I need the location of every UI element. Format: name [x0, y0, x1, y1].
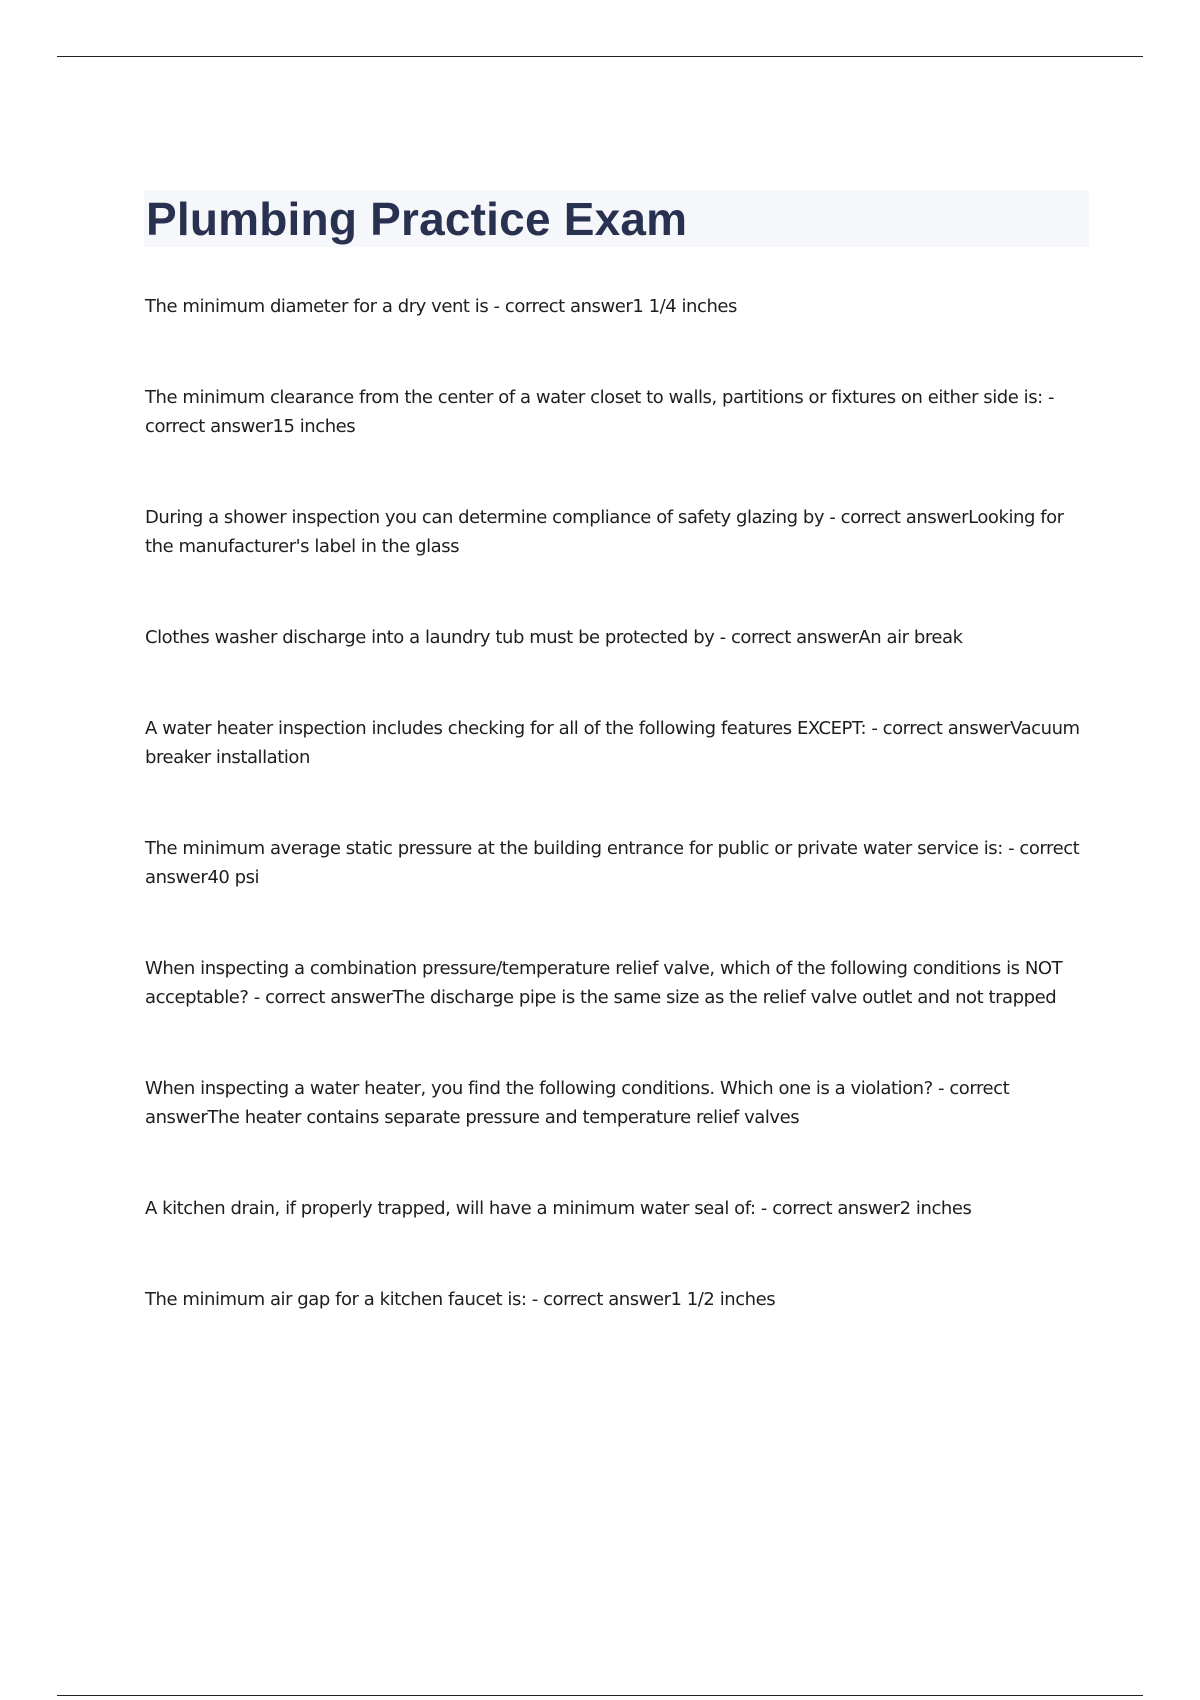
question-item: When inspecting a water heater, you find the following conditions. Which one is a violation? - correct answerThe heater contains separate pressure and temperature relief valves — [145, 1078, 1010, 1128]
question-item: Clothes washer discharge into a laundry tub must be protected by - correct answerAn air break — [145, 627, 963, 648]
question-item: During a shower inspection you can determine compliance of safety glazing by - correct answerLooking for the manufacturer's label in the glass — [145, 507, 1064, 557]
footer-rule — [57, 1695, 1143, 1696]
question-item: When inspecting a combination pressure/temperature relief valve, which of the following conditions is NOT acceptable? - correct answerThe discharge pipe is the same size as the relief valve outlet and not trapped — [145, 958, 1063, 1008]
page-title: Plumbing Practice Exam — [146, 193, 688, 245]
question-list — [145, 292, 1090, 1314]
question-item: A kitchen drain, if properly trapped, will have a minimum water seal of: - correct answer2 inches — [145, 1198, 972, 1219]
question-item: The minimum air gap for a kitchen faucet is: - correct answer1 1/2 inches — [145, 1289, 776, 1310]
question-item: The minimum average static pressure at the building entrance for public or private water service is: - correct answer40 psi — [145, 838, 1080, 888]
header-rule — [57, 56, 1143, 57]
question-item: A water heater inspection includes checking for all of the following features EXCEPT: - correct answerVacuum breaker installation — [145, 718, 1080, 768]
question-item: The minimum clearance from the center of a water closet to walls, partitions or fixtures on either side is: - correct answer15 inches — [145, 387, 1055, 437]
question-item: The minimum diameter for a dry vent is - correct answer1 1/4 inches — [145, 296, 737, 317]
